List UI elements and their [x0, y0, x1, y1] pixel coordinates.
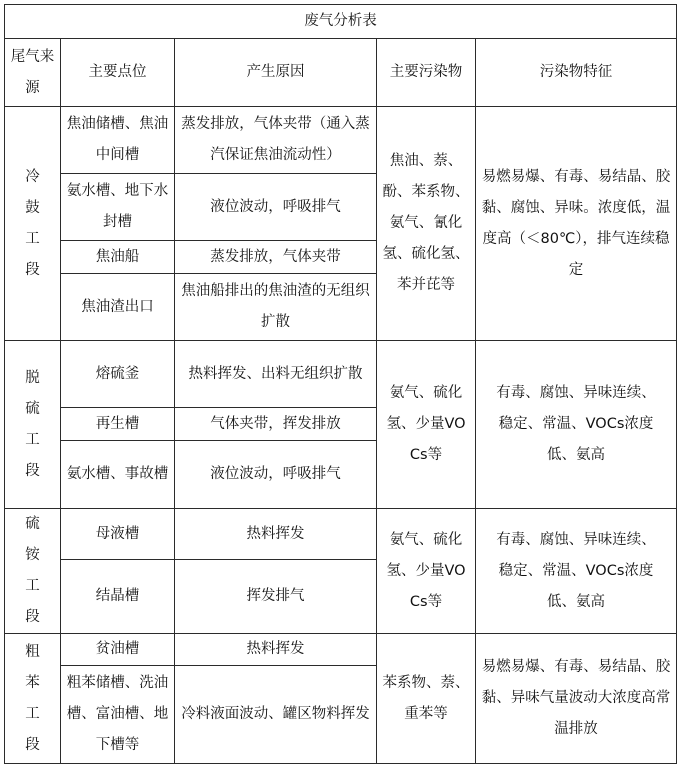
point-cell: 再生槽	[61, 408, 175, 441]
table-row	[5, 634, 677, 666]
point-cell: 氨水槽、地下水封槽	[61, 174, 175, 241]
cause-cell: 热料挥发	[175, 634, 377, 666]
cause-cell: 热料挥发、出料无组织扩散	[175, 341, 377, 408]
point-cell: 熔硫釜	[61, 341, 175, 408]
section-features-liuan: 有毒、腐蚀、异味连续、稳定、常温、VOCs浓度低、氨高	[476, 509, 677, 634]
section-features-tuoliu: 有毒、腐蚀、异味连续、稳定、常温、VOCs浓度低、氨高	[476, 341, 677, 509]
section-source-lenggu: 冷鼓工段	[5, 107, 61, 341]
table-row	[5, 107, 677, 174]
waste-gas-analysis-sheet	[4, 4, 676, 753]
section-source-tuoliu: 脱硫工段	[5, 341, 61, 509]
section-pollutants-lenggu: 焦油、萘、酚、苯系物、氨气、氰化氢、硫化氢、苯并芘等	[377, 107, 476, 341]
table-row	[5, 509, 677, 560]
waste-gas-analysis-table	[4, 4, 677, 764]
section-pollutants-liuan: 氨气、硫化氢、少量VOCs等	[377, 509, 476, 634]
header-source: 尾气来源	[5, 39, 61, 107]
section-source-liuan: 硫铵工段	[5, 509, 61, 634]
cause-cell: 热料挥发	[175, 509, 377, 560]
section-features-lenggu: 易燃易爆、有毒、易结晶、胶黏、腐蚀、异味。浓度低，温度高（＜80℃），排气连续稳定	[476, 107, 677, 341]
point-cell: 粗苯储槽、洗油槽、富油槽、地下槽等	[61, 666, 175, 764]
point-cell: 氨水槽、事故槽	[61, 441, 175, 509]
table-title: 废气分析表	[5, 5, 677, 39]
section-pollutants-cuben: 苯系物、萘、重苯等	[377, 634, 476, 764]
point-cell: 焦油储槽、焦油中间槽	[61, 107, 175, 174]
cause-cell: 液位波动，呼吸排气	[175, 441, 377, 509]
point-cell: 结晶槽	[61, 560, 175, 634]
header-pollutants: 主要污染物	[377, 39, 476, 107]
cause-cell: 挥发排气	[175, 560, 377, 634]
point-cell: 母液槽	[61, 509, 175, 560]
point-cell: 焦油船	[61, 241, 175, 274]
cause-cell: 液位波动，呼吸排气	[175, 174, 377, 241]
point-cell: 贫油槽	[61, 634, 175, 666]
header-points: 主要点位	[61, 39, 175, 107]
table-row	[5, 341, 677, 408]
section-features-cuben: 易燃易爆、有毒、易结晶、胶黏、异味气量波动大浓度高常温排放	[476, 634, 677, 764]
point-cell: 焦油渣出口	[61, 274, 175, 341]
section-source-cuben: 粗苯工段	[5, 634, 61, 764]
cause-cell: 蒸发排放，气体夹带（通入蒸汽保证焦油流动性）	[175, 107, 377, 174]
cause-cell: 焦油船排出的焦油渣的无组织扩散	[175, 274, 377, 341]
cause-cell: 冷料液面波动、罐区物料挥发	[175, 666, 377, 764]
cause-cell: 气体夹带，挥发排放	[175, 408, 377, 441]
header-features: 污染物特征	[476, 39, 677, 107]
header-cause: 产生原因	[175, 39, 377, 107]
cause-cell: 蒸发排放，气体夹带	[175, 241, 377, 274]
section-pollutants-tuoliu: 氨气、硫化氢、少量VOCs等	[377, 341, 476, 509]
header-row	[5, 39, 677, 107]
